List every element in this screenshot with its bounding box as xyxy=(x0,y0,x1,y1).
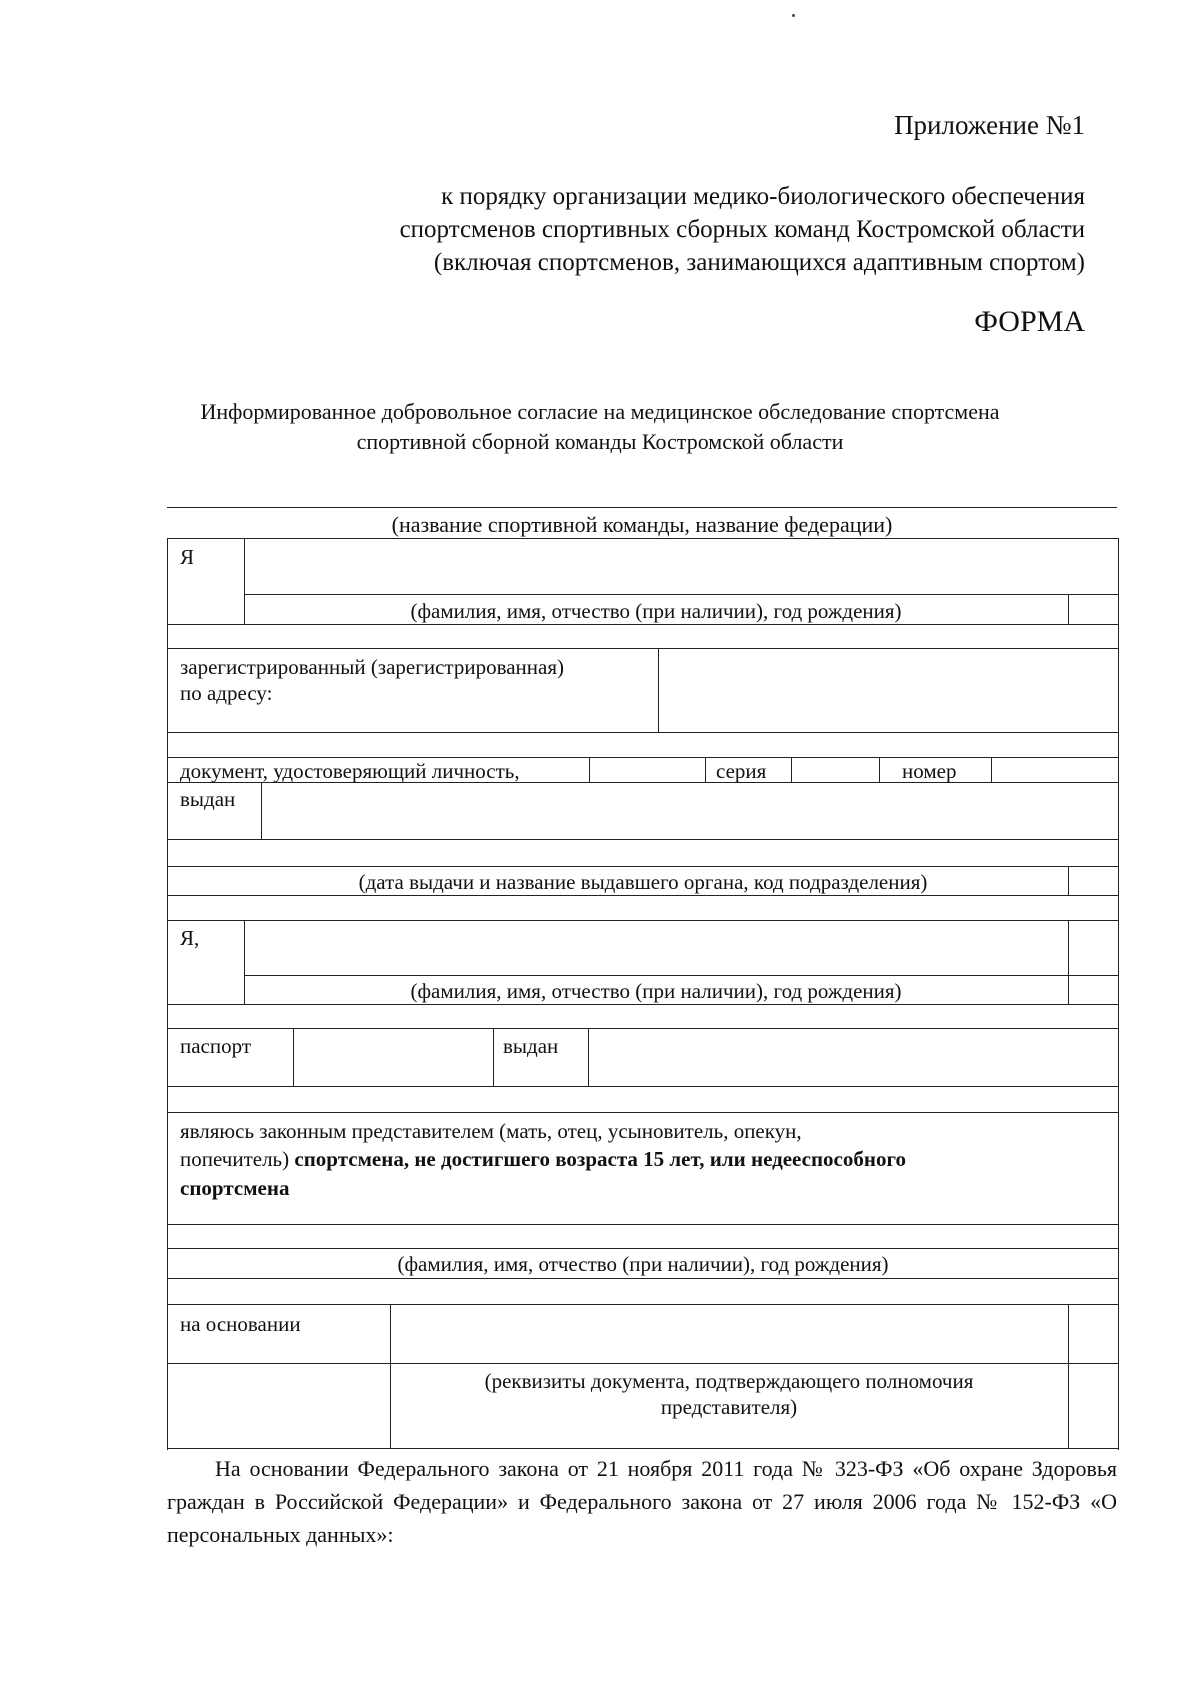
number-label: номер xyxy=(902,759,957,783)
row-divider xyxy=(168,732,1118,733)
address-field[interactable] xyxy=(660,650,1116,730)
form-label: ФОРМА xyxy=(974,305,1085,338)
team-name-line[interactable] xyxy=(167,507,1117,508)
row-divider xyxy=(168,866,1118,867)
document-title xyxy=(150,397,1050,457)
representative-text-plain: попечитель) xyxy=(180,1147,295,1171)
issued-by-field[interactable] xyxy=(263,784,1116,837)
fio-caption: (фамилия, имя, отчество (при наличии), год рождения) xyxy=(410,599,902,623)
row-divider xyxy=(168,895,1118,896)
row-divider xyxy=(168,1028,1118,1029)
representative-text-bold: спортсмена, не достигшего возраста 15 лет, или недееспособного xyxy=(294,1147,906,1171)
ya-label: Я xyxy=(180,545,195,569)
cell-divider xyxy=(991,757,992,782)
consent-form-table xyxy=(167,538,1119,1450)
row-divider xyxy=(168,1248,1118,1249)
athlete-fio-field[interactable] xyxy=(246,540,1116,592)
basis-caption: представителя) xyxy=(660,1395,798,1419)
cell-divider xyxy=(879,757,880,782)
passport-issued-label: выдан xyxy=(503,1034,559,1058)
row-divider xyxy=(168,1112,1118,1113)
row-divider xyxy=(168,839,1118,840)
basis-caption: (реквизиты документа, подтверждающего полномочия xyxy=(484,1369,974,1393)
cell-divider xyxy=(493,1028,494,1086)
passport-issued-field[interactable] xyxy=(590,1030,1116,1084)
row-divider xyxy=(168,1304,1118,1305)
series-label: серия xyxy=(716,759,767,783)
registered-label: зарегистрированный (зарегистрированная) xyxy=(180,655,564,679)
issue-caption: (дата выдачи и название выдавшего органа, код подразделения) xyxy=(358,870,928,894)
cell-divider xyxy=(791,757,792,782)
cell-divider xyxy=(1068,594,1069,624)
annex-number: Приложение №1 xyxy=(894,110,1085,140)
title-line: Информированное добровольное согласие на медицинское обследование спортсмена xyxy=(200,399,1000,424)
address-label: по адресу: xyxy=(180,681,273,705)
row-divider xyxy=(244,594,1118,595)
row-divider xyxy=(168,1086,1118,1087)
reference-line: к порядку организации медико-биологического обеспечения xyxy=(441,183,1085,210)
fio-caption-3: (фамилия, имя, отчество (при наличии), год рождения) xyxy=(397,1252,889,1276)
row-divider xyxy=(244,975,1118,976)
basis-label: на основании xyxy=(180,1312,301,1336)
row-divider xyxy=(168,538,1118,539)
cell-divider xyxy=(588,1028,589,1086)
cell-divider xyxy=(261,782,262,839)
basis-document-field[interactable] xyxy=(392,1306,1066,1362)
row-divider xyxy=(168,1363,1118,1364)
represented-athlete-field[interactable] xyxy=(168,1226,1116,1246)
cell-divider xyxy=(1068,1304,1069,1448)
cell-divider xyxy=(658,648,659,732)
number-field[interactable] xyxy=(993,759,1116,781)
row-divider xyxy=(168,1224,1118,1225)
representative-text-bold: спортсмена xyxy=(180,1176,290,1200)
id-document-type-field[interactable] xyxy=(591,759,703,781)
annex-reference xyxy=(265,180,1085,279)
cell-divider xyxy=(589,757,590,782)
closing-text: На основании Федерального закона от 21 ноября 2011 года № 323-ФЗ «Об охране Здоровья граждан в Российской Федерации» и Федерального закона от 27 июля 2006 года № 152-ФЗ «О персональных данных»: xyxy=(167,1456,1117,1547)
closing-paragraph xyxy=(167,1452,1117,1551)
ya-comma-label: Я, xyxy=(180,926,200,950)
passport-label: паспорт xyxy=(180,1034,252,1058)
reference-line: спортсменов спортивных сборных команд Костромской области xyxy=(399,216,1085,243)
passport-field[interactable] xyxy=(295,1030,491,1084)
cell-divider xyxy=(293,1028,294,1086)
representative-fio-field[interactable] xyxy=(246,922,1066,973)
id-document-label: документ, удостоверяющий личность, xyxy=(180,759,520,783)
reference-line: (включая спортсменов, занимающихся адаптивным спортом) xyxy=(433,249,1085,276)
row-divider xyxy=(168,1448,1118,1449)
row-divider xyxy=(168,1004,1118,1005)
cell-divider xyxy=(705,757,706,782)
row-divider xyxy=(168,648,1118,649)
title-line: спортивной сборной команды Костромской области xyxy=(356,429,844,454)
representative-text-line xyxy=(180,1146,906,1172)
fio-caption-2: (фамилия, имя, отчество (при наличии), год рождения) xyxy=(410,979,902,1003)
row-divider xyxy=(168,920,1118,921)
cell-divider xyxy=(1068,920,1069,1004)
representative-text-line: являюсь законным представителем (мать, отец, усыновитель, опекун, xyxy=(180,1119,802,1143)
row-divider xyxy=(168,1278,1118,1279)
row-divider xyxy=(168,624,1118,625)
team-caption: (название спортивной команды, название федерации) xyxy=(391,512,893,537)
series-field[interactable] xyxy=(793,759,877,781)
issued-label: выдан xyxy=(180,787,236,811)
scan-speck xyxy=(792,14,795,17)
